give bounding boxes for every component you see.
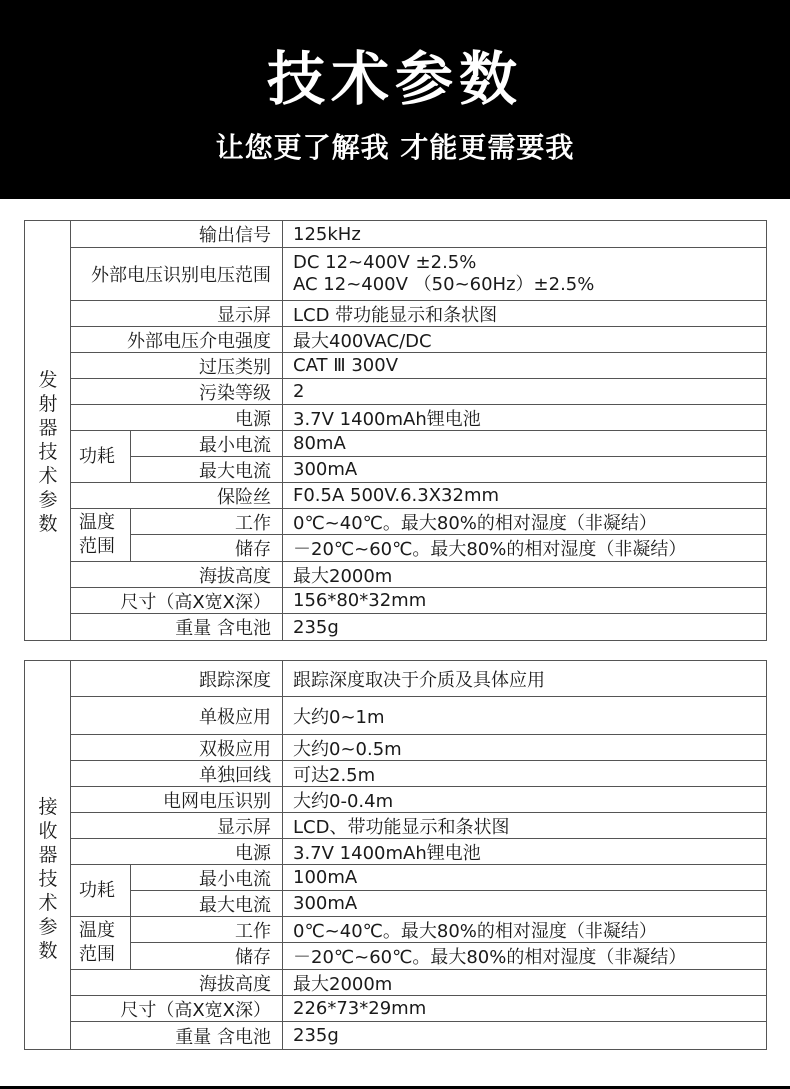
table-row [131,917,766,943]
group-text: 温度 [79,512,115,533]
table-row [71,761,766,787]
row-label: 工作 [235,920,271,942]
row-value: LCD、带功能显示和条状图 [282,813,766,838]
table-row [71,405,766,431]
row-label: 跟踪深度 [199,669,271,691]
row-label: 保险丝 [217,486,271,508]
category-char: 发 [38,369,58,391]
transmitter-spec-table [24,220,767,641]
table-row [71,327,766,353]
row-label: 外部电压识别电压范围 [91,265,271,286]
row-label: 最小电流 [199,868,271,890]
category-char: 器 [38,417,58,439]
row-value: 大约0-0.4m [282,787,766,812]
category-char: 器 [38,844,58,866]
receiver-category-cell [25,661,71,1049]
table-row [71,248,766,301]
row-value [282,248,766,300]
row-value: 3.7V 1400mAh锂电池 [282,839,766,864]
page-title: 技术参数 [266,45,523,113]
row-label: 电源 [235,842,271,864]
table-row [71,483,766,509]
transmitter-category-cell [25,221,71,640]
row-value: 最大2000m [282,562,766,587]
value-line-dc: DC 12~400V ±2.5% [293,252,477,273]
temperature-group-label [71,917,131,970]
consumption-group-label [71,865,131,917]
category-char: 技 [38,441,58,463]
row-value: 235g [282,614,766,640]
table-row [71,1022,766,1049]
category-char: 射 [38,393,58,415]
row-label: 海拔高度 [199,565,271,587]
row-value: F0.5A 500V.6.3X32mm [282,483,766,508]
row-label: 单极应用 [199,706,271,728]
row-label: 重量 含电池 [175,1026,271,1048]
row-label: 显示屏 [217,304,271,326]
category-char: 参 [38,916,58,938]
header-banner [0,0,790,199]
row-label: 过压类别 [199,356,271,378]
row-value: CAT Ⅲ 300V [282,353,766,378]
value-line-ac: AC 12~400V （50~60Hz）±2.5% [293,274,595,295]
row-value: 大约0~1m [282,697,766,734]
table-row [71,379,766,405]
table-row [71,839,766,865]
category-char: 术 [38,465,58,487]
group-text: 温度 [79,920,115,941]
page-subtitle: 让您更了解我 才能更需要我 [215,131,575,164]
row-label: 尺寸（高X宽X深） [120,591,271,613]
table-row [131,509,766,535]
category-char: 数 [38,940,58,962]
row-value: 235g [282,1022,766,1049]
table-row [131,891,766,917]
category-char: 参 [38,489,58,511]
group-text: 范围 [79,944,115,965]
row-label: 尺寸（高X宽X深） [120,999,271,1021]
row-value: 跟踪深度取决于介质及具体应用 [282,661,766,696]
table-row [71,301,766,327]
row-value: 3.7V 1400mAh锂电池 [282,405,766,430]
table-row [71,614,766,640]
row-value: 100mA [282,865,766,890]
row-label: 海拔高度 [199,973,271,995]
table-row [71,996,766,1022]
category-char: 收 [38,820,58,842]
row-label: 显示屏 [217,816,271,838]
row-value: 可达2.5m [282,761,766,786]
row-value: 80mA [282,431,766,456]
group-text: 功耗 [79,879,115,901]
row-label: 电源 [235,408,271,430]
group-text: 功耗 [79,445,115,467]
table-row [131,865,766,891]
row-value: 300mA [282,457,766,482]
category-char: 术 [38,892,58,914]
table-row [71,697,766,735]
row-value: 156*80*32mm [282,588,766,613]
row-value: 2 [282,379,766,404]
row-value: 226*73*29mm [282,996,766,1021]
consumption-group-label [71,431,131,483]
row-label: 输出信号 [199,225,271,246]
row-value: －20℃~60℃。最大80%的相对湿度（非凝结） [282,535,766,561]
table-row [71,562,766,588]
row-value: 最大400VAC/DC [282,327,766,352]
row-label: 外部电压介电强度 [127,330,271,352]
table-row [131,431,766,457]
table-row [71,970,766,996]
row-value: 0℃~40℃。最大80%的相对湿度（非凝结） [282,509,766,534]
table-row [131,943,766,970]
row-value: －20℃~60℃。最大80%的相对湿度（非凝结） [282,943,766,969]
row-label: 双极应用 [199,738,271,760]
row-value: 最大2000m [282,970,766,995]
table-row [131,535,766,562]
table-row [71,661,766,697]
row-label: 最大电流 [199,894,271,916]
row-label: 污染等级 [199,382,271,404]
table-row [71,787,766,813]
row-label: 最小电流 [199,434,271,456]
row-label: 储存 [235,947,271,968]
table-row [71,221,766,248]
category-char: 接 [38,796,58,818]
row-value: 125kHz [282,221,766,247]
category-char: 技 [38,868,58,890]
row-label: 电网电压识别 [163,790,271,812]
row-label: 单独回线 [199,764,271,786]
row-value: 大约0~0.5m [282,735,766,760]
row-label: 最大电流 [199,460,271,482]
row-label: 储存 [235,539,271,560]
table-row [71,813,766,839]
row-value: LCD 带功能显示和条状图 [282,301,766,326]
row-label: 重量 含电池 [175,618,271,639]
receiver-spec-table [24,660,767,1050]
category-char: 数 [38,513,58,535]
row-value: 300mA [282,891,766,916]
table-row [131,457,766,483]
group-text: 范围 [79,536,115,557]
row-value: 0℃~40℃。最大80%的相对湿度（非凝结） [282,917,766,942]
table-row [71,353,766,379]
table-row [71,735,766,761]
temperature-group-label [71,509,131,562]
row-label: 工作 [235,512,271,534]
table-row [71,588,766,614]
